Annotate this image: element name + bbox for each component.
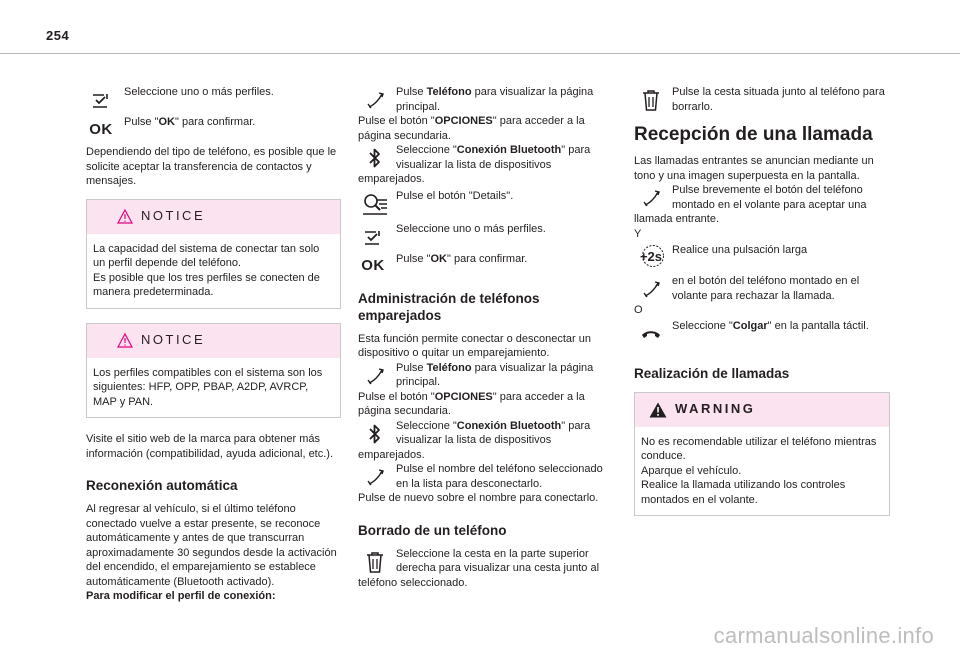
notice-box-2 (86, 323, 341, 419)
step-text: Pulse Teléfono para visualizar la página principal. (396, 361, 594, 388)
warning-triangle-icon (649, 402, 667, 418)
checklist-icon (86, 87, 116, 113)
step-text: Seleccione "Conexión Bluetooth" para visualizar la lista de dispositivos emparejados. (358, 419, 591, 461)
trash-icon (634, 86, 668, 114)
column-middle (358, 85, 616, 590)
step-press-options: Pulse el botón "OPCIONES" para acceder a la página secundaria. (358, 115, 585, 142)
heading-admin: Administración de teléfonos emparejados (358, 290, 540, 323)
warning-title: WARNING (675, 401, 756, 417)
step-text: Pulse la cesta situada junto al teléfono para borrarlo. (672, 86, 885, 113)
step-text: Realice una pulsación larga (672, 244, 808, 256)
trash-icon (358, 548, 392, 576)
column-left (86, 85, 341, 604)
warning-triangle-icon (117, 333, 133, 348)
step-text: Seleccione "Colgar" en la pantalla táctil. (672, 319, 869, 332)
paragraph-admin: Esta función permite conectar o desconectar un dispositivo o quitar un emparejamiento. (358, 332, 591, 359)
conjunction-y: Y (634, 227, 642, 240)
warning-header (635, 393, 889, 427)
phone-handset-icon (634, 184, 668, 212)
step-press-bin (634, 85, 890, 114)
step-press-options-2: Pulse el botón "OPCIONES" para acceder a la página secundaria. (358, 390, 585, 417)
step-text: Pulse el botón "Details". (396, 189, 514, 202)
paragraph-visit: Visite el sitio web de la marca para obtener más información (compatibilidad, ayuda adicional, etc.). (86, 433, 334, 460)
long-press-label: +2s (639, 249, 663, 264)
warning-line: No es recomendable utilizar el teléfono mientras conduce. (641, 435, 877, 462)
page-number: 254 (46, 28, 70, 43)
step-press-phone-2 (358, 361, 616, 390)
phone-handset-icon (634, 275, 668, 303)
checklist-icon (358, 224, 388, 250)
heading-receive-call: Recepción de una llamada (634, 124, 873, 145)
paragraph-modify-profile: Para modificar el perfil de conexión: (86, 590, 276, 602)
notice-body (87, 234, 340, 308)
ok-icon: OK (89, 120, 113, 138)
notice-body (87, 358, 340, 418)
paragraph-connect-again: Pulse de nuevo sobre el nombre para conectarlo. (358, 492, 599, 504)
bluetooth-icon (358, 420, 392, 448)
notice-line: Es posible que los tres perfiles se conecten de manera predeterminada. (93, 271, 320, 298)
warning-body (635, 427, 889, 516)
step-hang-up (634, 318, 890, 347)
step-press-details (358, 189, 616, 218)
notice-box-1 (86, 199, 341, 309)
step-text: Pulse "OK" para confirmar. (396, 252, 528, 265)
ok-icon: OK (361, 257, 385, 275)
warning-box (634, 392, 890, 517)
warning-triangle-icon (117, 209, 133, 224)
step-press-briefly (634, 183, 890, 227)
step-reject (634, 274, 890, 303)
step-text: Seleccione uno o más perfiles. (396, 222, 546, 235)
step-text: Pulse Teléfono para visualizar la página principal. (396, 86, 594, 113)
hang-up-icon (634, 319, 668, 347)
step-text: Seleccione la cesta en la parte superior derecha para visualizar una cesta junto al teléfono seleccionado. (358, 547, 600, 589)
warning-line: Realice la llamada utilizando los controles montados en el volante. (641, 479, 846, 506)
heading-delete: Borrado de un teléfono (358, 522, 507, 538)
step-select-bluetooth-2 (358, 419, 616, 463)
step-text: Seleccione "Conexión Bluetooth" para visualizar la lista de dispositivos emparejados. (358, 144, 591, 185)
header-divider (0, 53, 960, 54)
step-text: Pulse "OK" para confirmar. (124, 116, 256, 128)
heading-make-call: Realización de llamadas (634, 365, 790, 381)
step-press-ok (358, 252, 616, 274)
step-press-name (358, 462, 616, 491)
step-text: Pulse brevemente el botón del teléfono montado en el volante para aceptar una llamada entrante. (634, 184, 867, 225)
step-select-bluetooth (358, 143, 616, 187)
step-press-ok (86, 115, 341, 137)
notice-title: NOTICE (141, 332, 206, 348)
step-text: en el botón del teléfono montado en el volante para rechazar la llamada. (672, 275, 860, 302)
notice-header (87, 324, 340, 358)
details-list-icon (358, 190, 392, 218)
notice-line: La capacidad del sistema de conectar tan solo un perfil depende del teléfono. (93, 242, 320, 269)
bluetooth-icon (358, 144, 392, 172)
paragraph-incoming: Las llamadas entrantes se anuncian mediante un tono y una imagen superpuesta en la pantalla. (634, 155, 874, 182)
notice-line: Los perfiles compatibles con el sistema son los siguientes: HFP, OPP, PBAP, A2DP, AVRCP, MAP y PAN. (93, 366, 323, 408)
step-press-phone (358, 85, 616, 114)
phone-handset-icon (358, 463, 392, 491)
heading-reconnect: Reconexión automática (86, 478, 238, 493)
notice-header (87, 200, 340, 234)
column-right (634, 85, 890, 530)
step-select-bin (358, 547, 616, 591)
notice-title: NOTICE (141, 208, 206, 224)
paragraph-depending: Dependiendo del tipo de teléfono, es posible que le solicite aceptar la transferencia de contactos y mensajes. (86, 146, 337, 187)
step-select-profiles (86, 85, 341, 107)
step-long-press (634, 241, 890, 270)
phone-handset-icon (358, 362, 392, 390)
step-select-profiles (358, 222, 616, 244)
phone-handset-icon (358, 86, 392, 114)
long-press-2s-icon (634, 242, 668, 270)
watermark: carmanualsonline.info (713, 622, 934, 648)
step-text: Pulse el nombre del teléfono seleccionado en la lista para desconectarlo. (396, 463, 603, 490)
warning-line: Aparque el vehículo. (641, 464, 742, 477)
conjunction-o: O (634, 304, 643, 316)
step-text: Seleccione uno o más perfiles. (124, 86, 274, 98)
paragraph-reconnect: Al regresar al vehículo, si el último teléfono conectado vuelve a estar presente, se reconoce automáticamente y antes de que transcurran aproximadamente 30 segundos desde la activación del encendido, el emparejamiento se establece automáticamente (Bluetooth activado). (86, 503, 337, 588)
